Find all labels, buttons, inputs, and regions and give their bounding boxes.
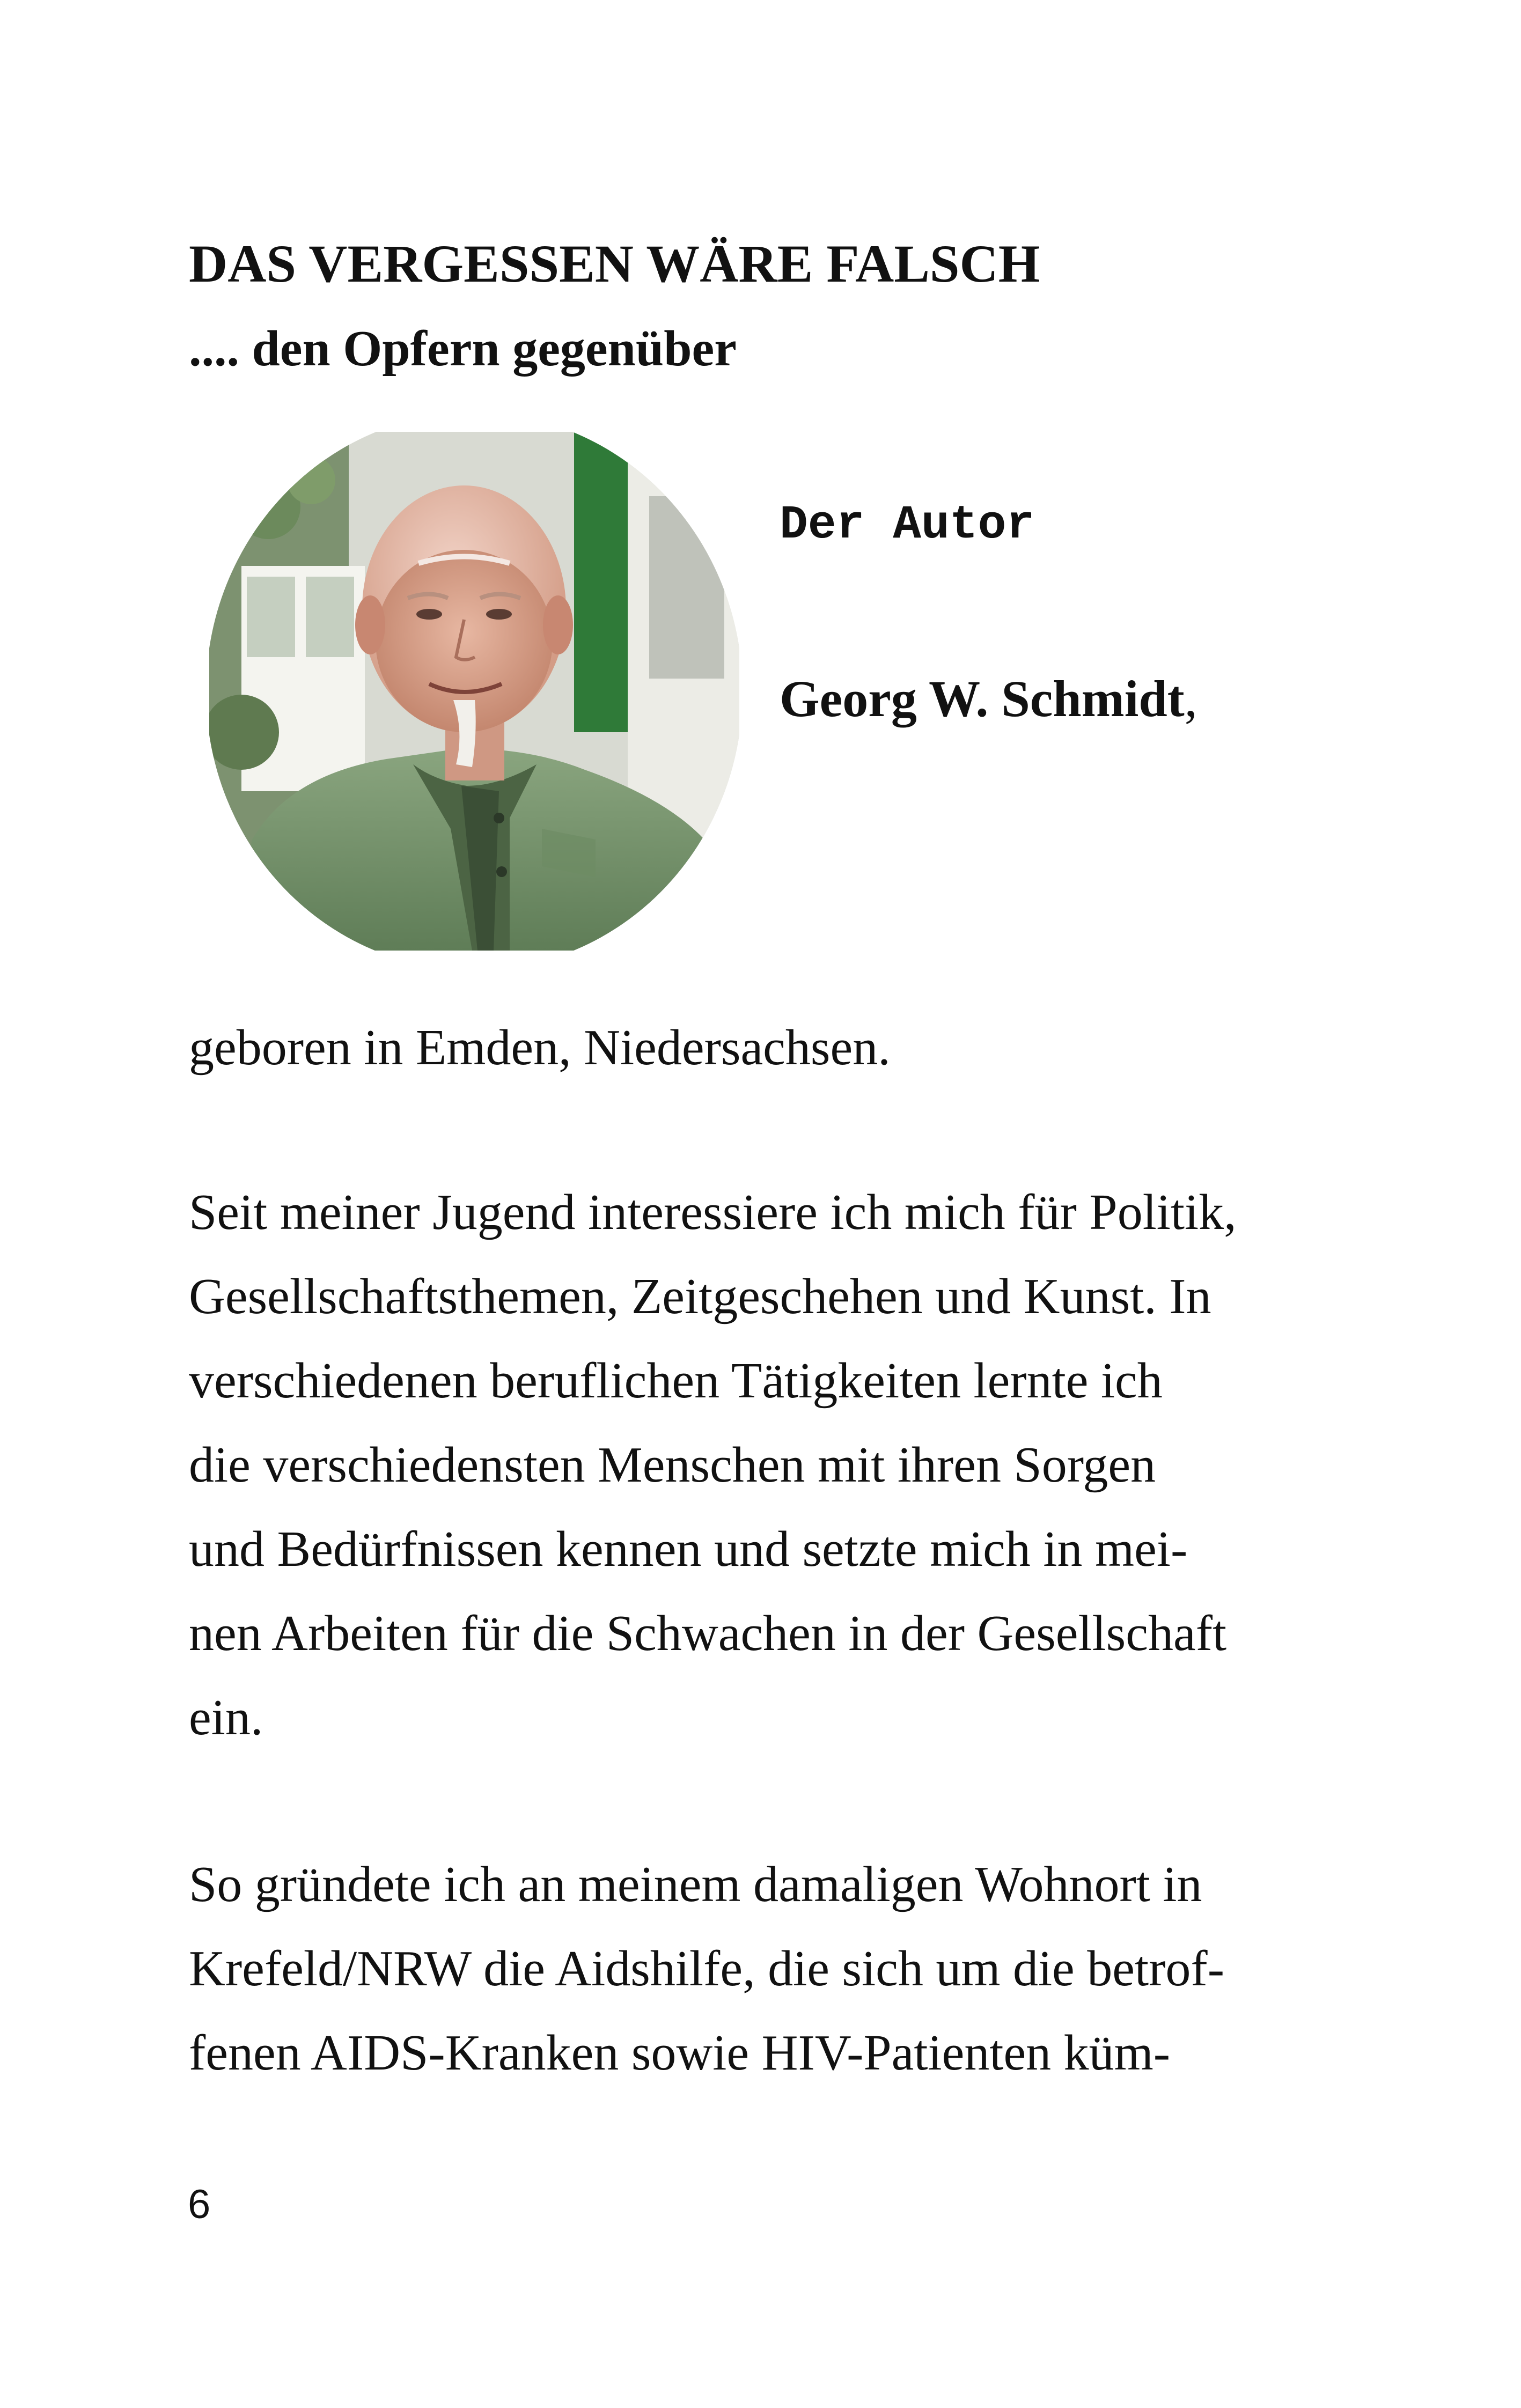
- author-name-comma: ,: [1184, 670, 1197, 727]
- author-name: Georg W. Schmidt: [780, 670, 1185, 727]
- text-line: die verschiedensten Menschen mit ihren Sorgen: [189, 1437, 1156, 1493]
- page-title: DAS VERGESSEN WÄRE FALSCH: [189, 234, 1040, 293]
- text-line: So gründete ich an meinem damaligen Wohnort in: [189, 1857, 1202, 1912]
- author-label: Der Autor: [780, 499, 1035, 552]
- text-line: Seit meiner Jugend interessiere ich mich für Politik,: [189, 1184, 1237, 1240]
- text-line: ein.: [189, 1690, 263, 1746]
- text-line: und Bedürfnissen kennen und setzte mich in mei-: [189, 1521, 1188, 1577]
- text-line: verschiedenen beruflichen Tätigkeiten lernte ich: [189, 1353, 1163, 1409]
- text-line: Krefeld/NRW die Aidshilfe, die sich um die betrof-: [189, 1941, 1225, 1997]
- text-line: fenen AIDS-Kranken sowie HIV-Patienten küm-: [189, 2025, 1171, 2081]
- text-line: Gesellschaftsthemen, Zeitgeschehen und Kunst. In: [189, 1269, 1211, 1324]
- paragraph-2: [189, 1843, 1396, 2095]
- text-line: nen Arbeiten für die Schwachen in der Gesellschaft: [189, 1606, 1227, 1661]
- paragraph-1: [189, 1170, 1396, 1760]
- page-number: 6: [188, 2182, 211, 2227]
- author-name-line: [780, 667, 1197, 731]
- born-line: geboren in Emden, Niedersachsen.: [189, 1020, 891, 1076]
- page-subtitle: .... den Opfern gegenüber: [189, 321, 737, 377]
- author-photo: [209, 432, 739, 951]
